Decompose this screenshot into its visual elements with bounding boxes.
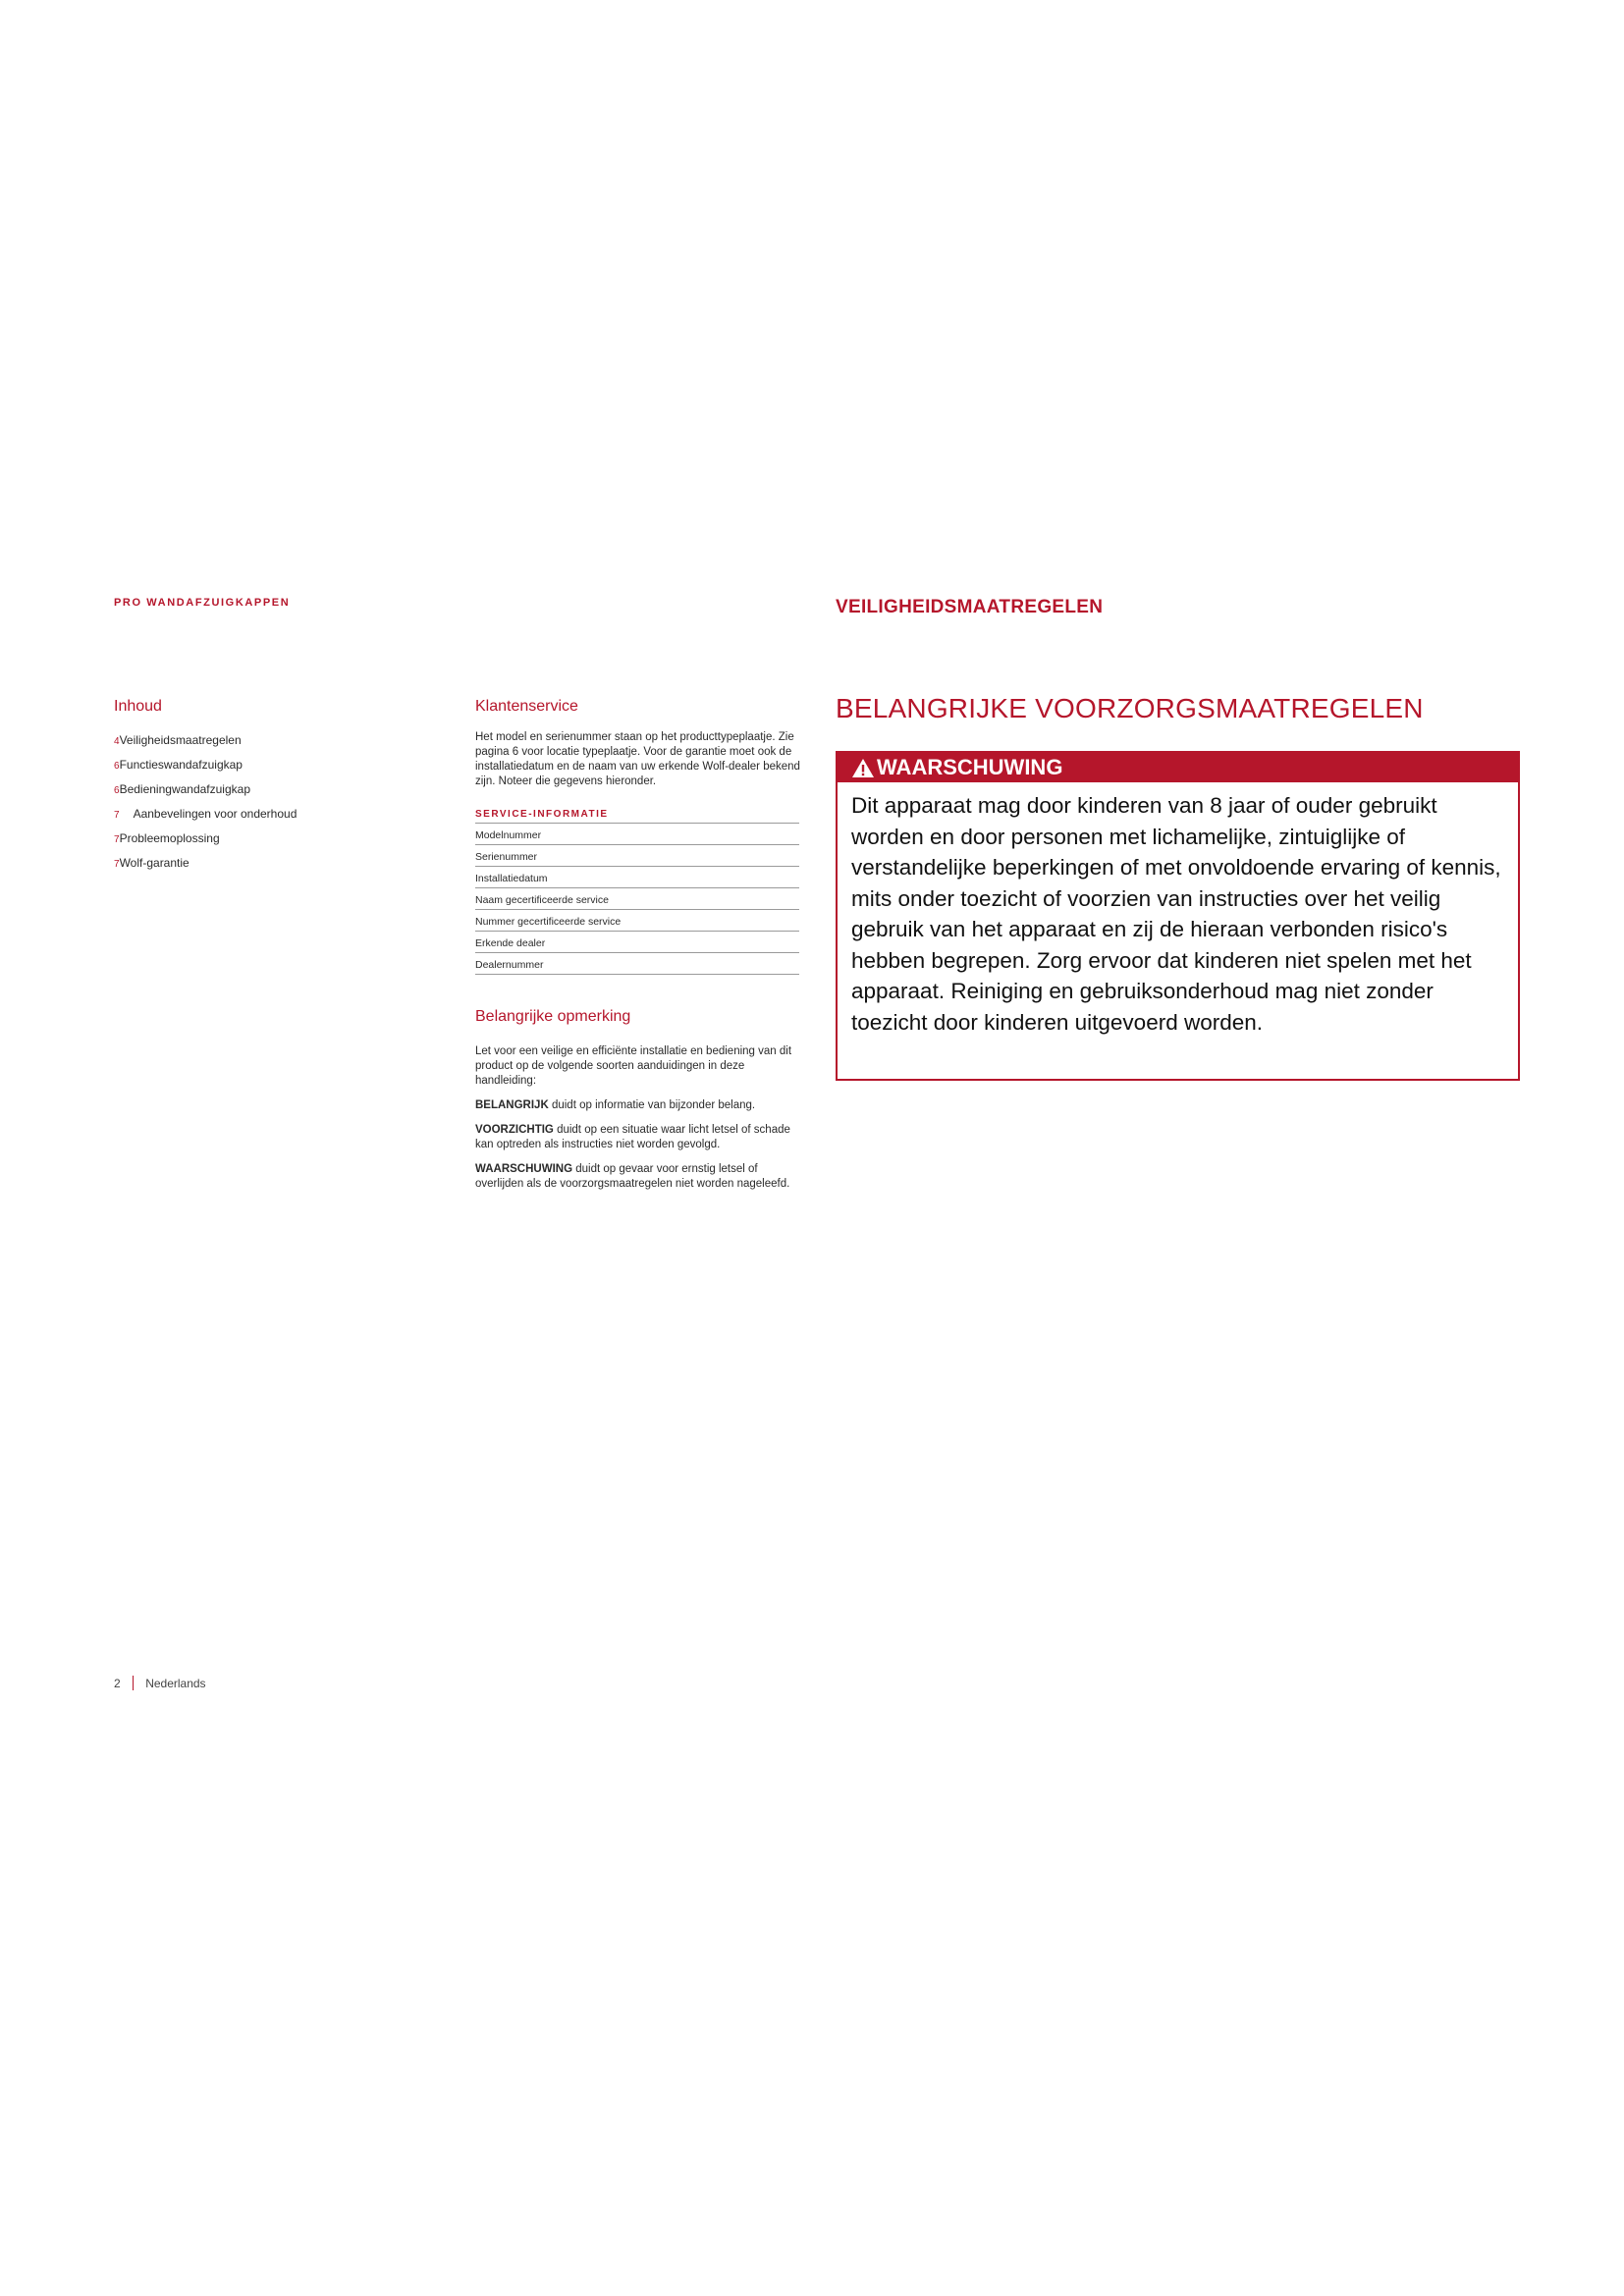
toc-page-number: 6 — [114, 785, 120, 796]
toc-item — [114, 758, 350, 772]
service-info-row: Naam gecertificeerde service — [475, 888, 799, 910]
note-term: WAARSCHUWING — [475, 1163, 573, 1175]
service-info-row: Modelnummer — [475, 824, 799, 845]
toc-item-label: Functieswandafzuigkap — [119, 758, 243, 772]
toc-item — [114, 807, 350, 821]
service-info-row: Nummer gecertificeerde service — [475, 910, 799, 932]
note-definition: duidt op gevaar voor ernstig letsel of overlijden als de voorzorgsmaatregelen niet worden nageleefd. — [475, 1163, 790, 1190]
warning-text: Dit apparaat mag door kinderen van 8 jaar of ouder gebruikt worden en door personen met lichamelijke, zintuiglijke of verstandelijke beperkingen of met onvoldoende ervaring of kennis, mits onder toezicht of voorzien van instructies over het veilig gebruik van het apparaat en zij de hieraan verbonden risico's hebben begrepen. Zorg ervoor dat kinderen niet spelen met het apparaat. Reiniging en gebruiksonderhoud mag niet zonder toezicht door kinderen uitgevoerd worden. — [851, 793, 1501, 1035]
service-info-label: SERVICE-INFORMATIE — [475, 809, 609, 820]
note-term: VOORZICHTIG — [475, 1124, 554, 1136]
toc-item-label: Bedieningwandafzuigkap — [119, 782, 250, 796]
toc-page-number: 7 — [114, 859, 120, 870]
note-term: BELANGRIJK — [475, 1099, 549, 1111]
warning-label: WAARSCHUWING — [877, 755, 1063, 779]
toc-page-number: 7 — [114, 810, 120, 821]
toc-item-label: Probleemoplossing — [119, 831, 220, 845]
service-info-row: Erkende dealer — [475, 932, 799, 953]
important-note-title: Belangrijke opmerking — [475, 1008, 631, 1025]
document-header-right: VEILIGHEIDSMAATREGELEN — [836, 597, 1104, 617]
toc-item — [114, 831, 350, 845]
document-header-left: PRO WANDAFZUIGKAPPEN — [114, 597, 291, 609]
toc-item — [114, 733, 350, 747]
note-item-belangrijk — [475, 1098, 804, 1113]
service-info-table — [475, 823, 799, 975]
toc-item-label: Wolf-garantie — [119, 856, 189, 870]
customer-service-text: Het model en serienummer staan op het producttypeplaatje. Zie pagina 6 voor locatie typeplaatje. Voor de garantie moet ook de installatiedatum en de naam van uw erkende Wolf-dealer bekend zijn. Noteer die gegevens hieronder. — [475, 731, 800, 787]
page-number: 2 — [114, 1676, 121, 1690]
main-heading: BELANGRIJKE VOORZORGSMAATREGELEN — [836, 693, 1424, 723]
note-item-waarschuwing — [475, 1162, 804, 1192]
toc-item — [114, 856, 350, 870]
toc-item-label: Aanbevelingen voor onderhoud — [133, 807, 298, 821]
warning-triangle-icon — [851, 758, 875, 778]
toc-item — [114, 782, 350, 796]
customer-service-title: Klantenservice — [475, 698, 578, 715]
toc-page-number: 4 — [114, 736, 120, 747]
warning-box — [836, 751, 1520, 1081]
toc-item-label: Veiligheidsmaatregelen — [119, 733, 242, 747]
footer-language: Nederlands — [145, 1676, 206, 1690]
table-of-contents — [114, 698, 350, 881]
service-info-row: Serienummer — [475, 845, 799, 867]
toc-page-number: 7 — [114, 834, 120, 845]
note-item-voorzichtig — [475, 1123, 804, 1152]
note-definition: duidt op informatie van bijzonder belang. — [548, 1099, 756, 1111]
page-footer — [114, 1676, 206, 1690]
warning-header — [838, 753, 1518, 782]
toc-title: Inhoud — [114, 698, 162, 715]
important-note-intro: Let voor een veilige en efficiënte installatie en bediening van dit product op de volgende soorten aanduidingen in deze handleiding: — [475, 1045, 792, 1087]
customer-service-section — [475, 698, 804, 1201]
footer-divider — [133, 1676, 135, 1690]
note-definition: duidt op een situatie waar licht letsel of schade kan optreden als instructies niet worden gevolgd. — [475, 1124, 790, 1150]
service-info-row: Installatiedatum — [475, 867, 799, 888]
toc-page-number: 6 — [114, 761, 120, 772]
service-info-row: Dealernummer — [475, 953, 799, 975]
